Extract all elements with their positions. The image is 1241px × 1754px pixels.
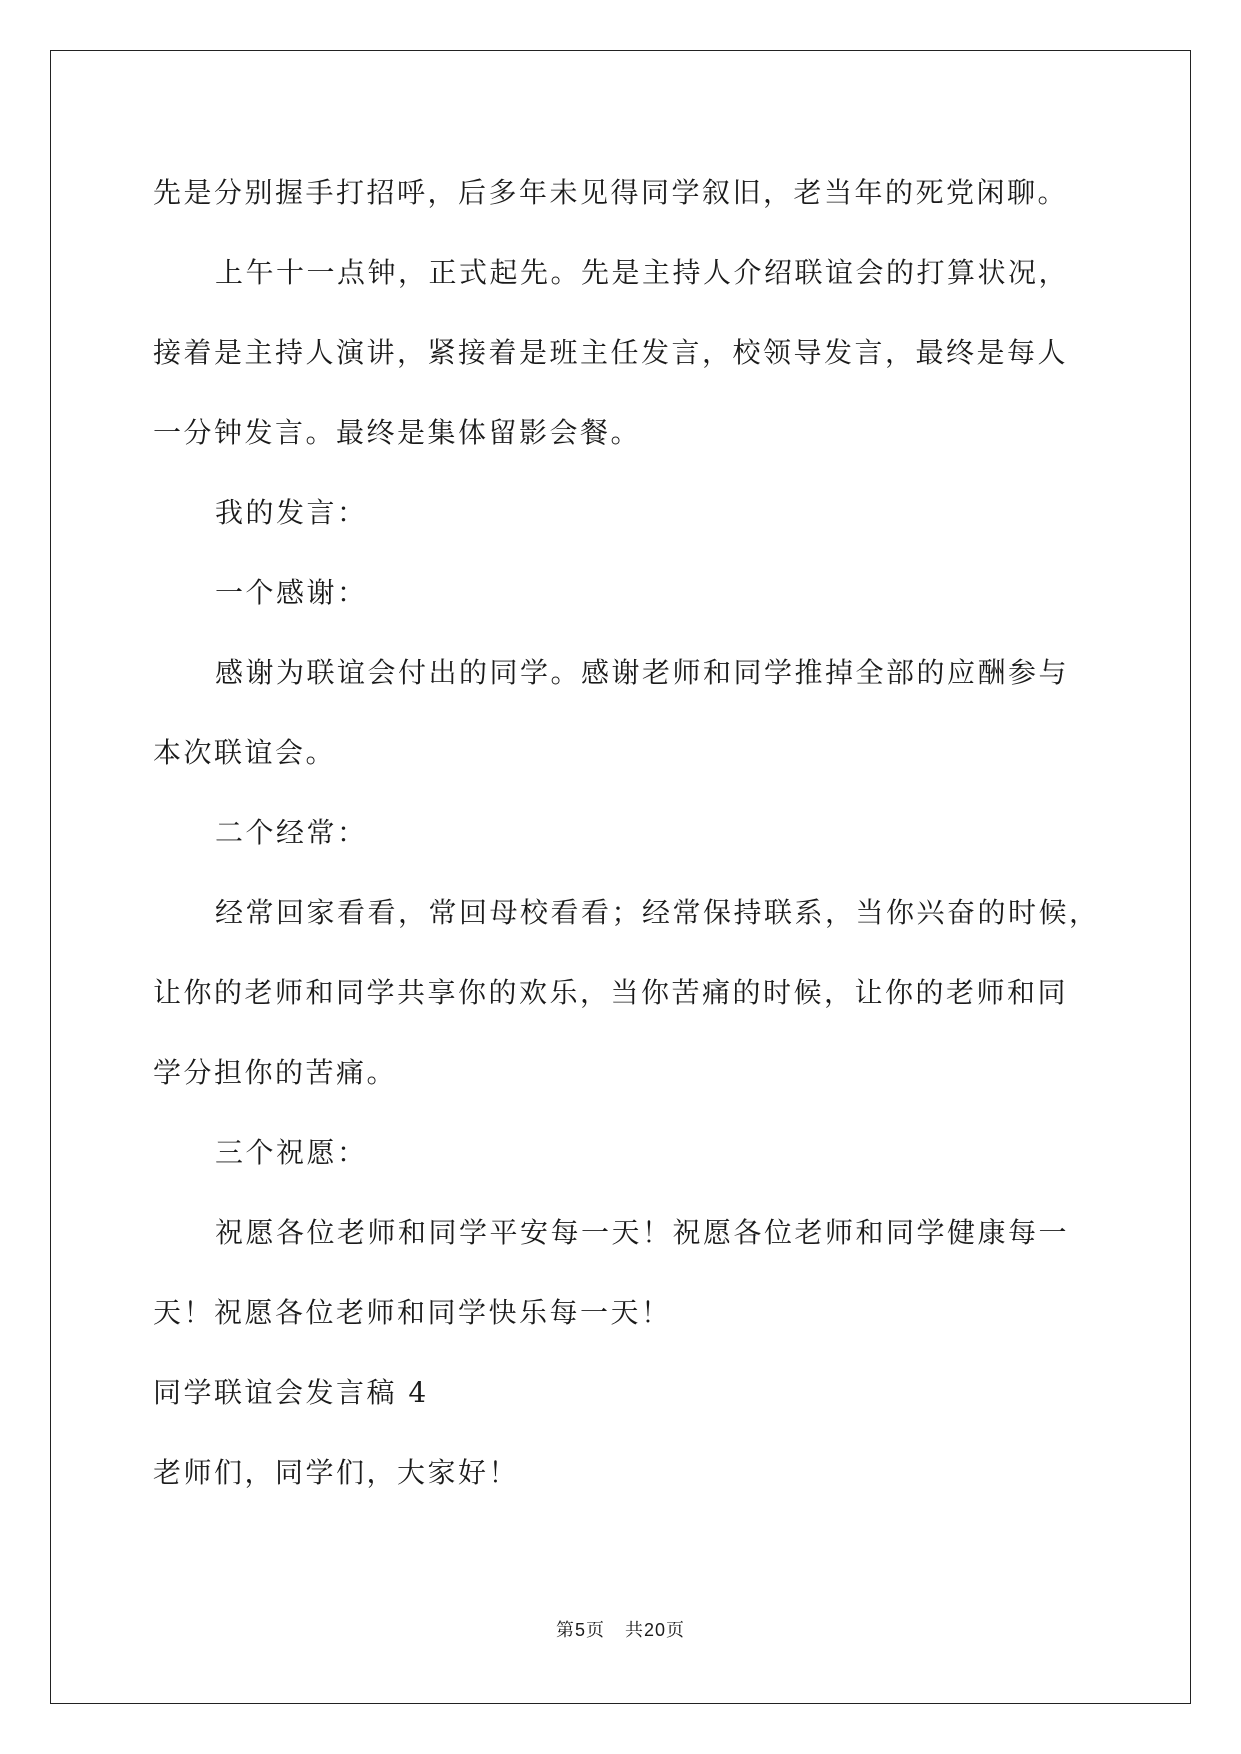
paragraph-line: 经常回家看看，常回母校看看；经常保持联系，当你兴奋的时候， bbox=[215, 896, 1100, 929]
page-prefix: 第 bbox=[555, 1620, 575, 1641]
body-line: 一分钟发言。最终是集体留影会餐。 bbox=[153, 416, 642, 449]
body-line: 本次联谊会。 bbox=[153, 736, 337, 769]
document-title: 同学联谊会发言稿 4 bbox=[153, 1376, 429, 1409]
body-line: 接着是主持人演讲，紧接着是班主任发言，校领导发言，最终是每人 bbox=[153, 336, 1069, 369]
page-suffix: 页 bbox=[585, 1620, 605, 1641]
body-line: 天！祝愿各位老师和同学快乐每一天！ bbox=[153, 1296, 672, 1329]
page-total bbox=[625, 1620, 685, 1641]
paragraph-line: 上午十一点钟，正式起先。先是主持人介绍联谊会的打算状况， bbox=[215, 256, 1070, 289]
total-suffix: 页 bbox=[666, 1620, 686, 1641]
section-heading: 我的发言： bbox=[215, 496, 368, 529]
body-line: 学分担你的苦痛。 bbox=[153, 1056, 398, 1089]
section-heading: 二个经常： bbox=[215, 816, 368, 849]
greeting-line: 老师们，同学们，大家好！ bbox=[153, 1456, 520, 1489]
body-line: 先是分别握手打招呼，后多年未见得同学叙旧，老当年的死党闲聊。 bbox=[153, 176, 1069, 209]
total-pages: 20 bbox=[643, 1620, 667, 1640]
paragraph-line: 祝愿各位老师和同学平安每一天！祝愿各位老师和同学健康每一 bbox=[215, 1216, 1070, 1249]
page-footer bbox=[0, 1618, 1241, 1643]
paragraph-line: 感谢为联谊会付出的同学。感谢老师和同学推掉全部的应酬参与 bbox=[215, 656, 1070, 689]
page-number bbox=[556, 1620, 605, 1641]
section-heading: 三个祝愿： bbox=[215, 1136, 368, 1169]
body-line: 让你的老师和同学共享你的欢乐，当你苦痛的时候，让你的老师和同 bbox=[153, 976, 1069, 1009]
total-prefix: 共 bbox=[624, 1620, 644, 1641]
section-heading: 一个感谢： bbox=[215, 576, 368, 609]
current-page: 5 bbox=[574, 1620, 586, 1640]
